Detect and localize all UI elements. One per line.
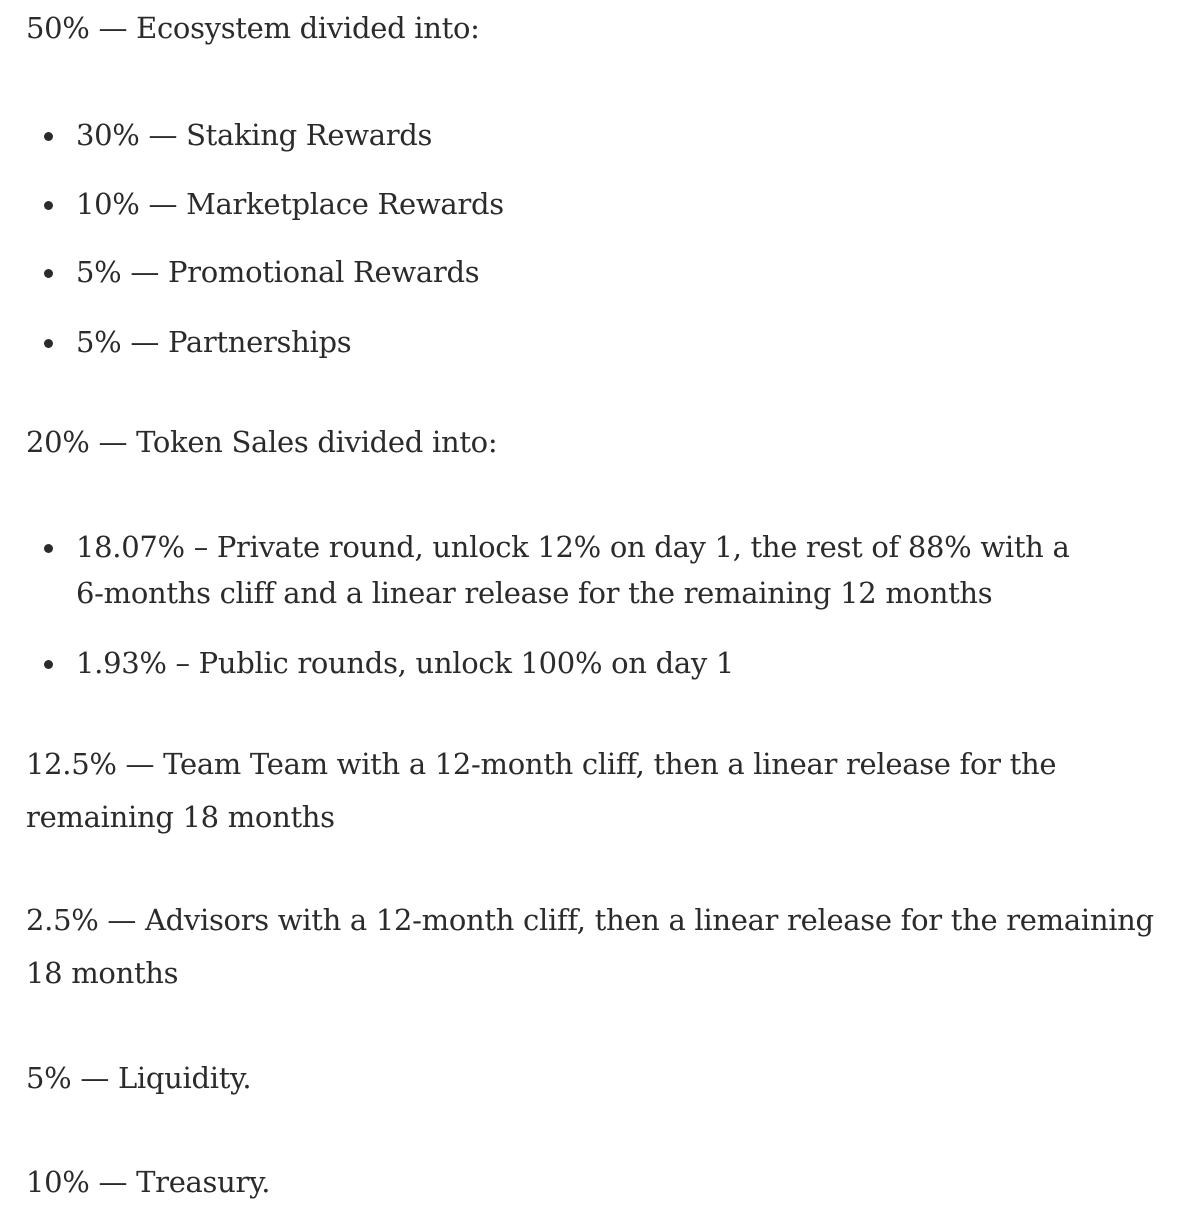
list-item xyxy=(26,640,1106,686)
list-item xyxy=(26,112,1106,158)
team-allocation: 12.5% — Team Team with a 12-month cliff, then a linear release for the remaining 18 months xyxy=(26,747,1057,834)
list-item xyxy=(26,249,1106,295)
list-item-text: 30% — Staking Rewards xyxy=(76,118,433,152)
bullet-icon xyxy=(44,269,53,278)
bullet-icon xyxy=(44,132,53,141)
treasury-allocation: 10% — Treasury. xyxy=(26,1165,271,1199)
ecosystem-heading: 50% — Ecosystem divided into: xyxy=(26,11,480,45)
bullet-icon xyxy=(44,201,53,210)
list-item-text: 10% — Marketplace Rewards xyxy=(76,187,504,221)
list-item-text: 5% — Promotional Rewards xyxy=(76,255,480,289)
list-item xyxy=(26,181,1106,227)
bullet-icon xyxy=(44,660,53,669)
list-item xyxy=(26,524,1106,616)
liquidity-allocation: 5% — Liquidity. xyxy=(26,1061,252,1095)
token-sales-heading: 20% — Token Sales divided into: xyxy=(26,425,498,459)
bullet-icon xyxy=(44,339,53,348)
list-item-text: 18.07% – Private round, unlock 12% on day 1, the rest of 88% with a 6-months cliff and a linear release for the remaining 12 months xyxy=(76,530,1070,610)
advisors-allocation: 2.5% — Advisors with a 12-month cliff, then a linear release for the remaining 18 months xyxy=(26,903,1154,990)
list-item xyxy=(26,319,1106,365)
bullet-icon xyxy=(44,544,53,553)
list-item-text: 1.93% – Public rounds, unlock 100% on day 1 xyxy=(76,646,734,680)
list-item-text: 5% — Partnerships xyxy=(76,325,352,359)
